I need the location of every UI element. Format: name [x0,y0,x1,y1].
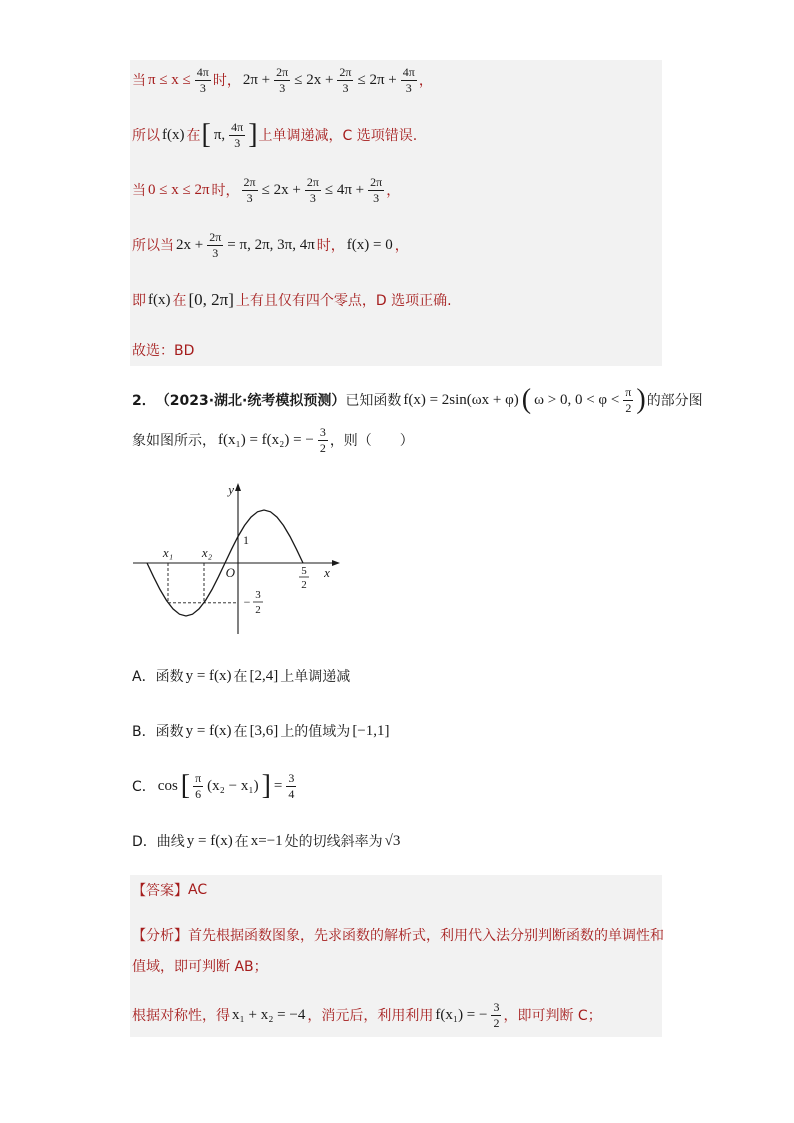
fraction [286,772,296,801]
min-label-denominator: 2 [255,604,261,616]
origin-label: O [225,565,235,580]
math-expression: f(x₁) = − [435,1006,488,1023]
solution-line-6 [132,330,194,370]
option-text: 处的切线斜率为 [284,834,383,850]
option-label: B． [132,724,156,740]
analysis-text: ，消元后，利用利用 [307,1008,434,1024]
math-expression: f(x) [162,126,185,143]
solution-line-5 [132,280,452,320]
solution-line-1 [132,60,433,100]
fraction [337,66,353,95]
math-expression: = [273,777,283,794]
fraction-denominator: 3 [212,245,219,260]
solution-text: 所以当 [132,238,174,254]
option-text: 函数 [155,669,184,685]
math-expression: 0 ≤ x ≤ 2π [148,181,210,198]
math-expression: y = f(x) [185,722,232,739]
question-source: （2023·湖北·统考模拟预测） [155,393,346,409]
option-text: 在 [234,834,249,850]
min-label-sign: − [243,595,251,609]
solution-text: 当 [132,183,146,199]
fraction [229,121,245,150]
option-text: 上单调递减 [280,669,351,685]
fraction-numerator: 4π [231,119,244,134]
math-expression: [3,6] [249,722,279,739]
option-a[interactable] [132,656,350,696]
option-c[interactable] [132,766,298,806]
y-axis-arrow [235,483,241,491]
analysis-text: 根据对称性，得 [132,1008,230,1024]
analysis-text: 首先根据函数图象，先求函数的解析式，利用代入法分别判断函数的单调性和 [188,928,664,944]
question-text: 的部分图 [646,393,703,409]
fraction [401,66,417,95]
solution-text: 在 [186,128,201,144]
fraction-denominator: 3 [405,80,412,95]
fraction-numerator: 2π [306,174,319,189]
solution-text: ， [418,73,433,89]
option-d[interactable] [132,821,402,861]
solution-text: 上单调递减，C 选项错误. [258,128,418,144]
x1-label: x₁ [162,545,174,560]
fraction-denominator: 4 [288,786,295,801]
math-expression: y = f(x) [185,667,232,684]
math-expression: f(x) [148,291,171,308]
function-graph [128,478,344,640]
fraction [623,386,633,415]
answer-line [132,870,207,910]
option-label: A． [132,669,156,685]
fraction-numerator: 3 [319,424,326,439]
math-expression: π, [213,126,226,143]
option-text: 曲线 [156,834,185,850]
fraction [368,176,384,205]
analysis-line-3 [132,995,602,1035]
question-number: 2． [132,393,156,409]
y-tick-label: 1 [243,533,249,547]
zero-label-denominator: 2 [301,579,307,591]
fraction-numerator: 2π [339,64,352,79]
solution-text: 在 [172,293,187,309]
fraction [193,772,203,801]
math-expression: f(x₁) = f(x₂) = − [218,431,314,448]
solution-text: ， [394,238,409,254]
math-expression: [0, 2π] [188,290,234,309]
math-expression: = π, 2π, 3π, 4π [227,236,315,253]
option-text: 上的值域为 [280,724,351,740]
solution-line-2 [132,115,417,155]
fraction [207,231,223,260]
fraction-denominator: 3 [234,135,241,150]
fraction-numerator: 2π [243,174,256,189]
option-label: D． [132,834,157,850]
option-text: 在 [233,724,248,740]
math-expression: y = f(x) [186,832,233,849]
fraction-numerator: 3 [493,999,500,1014]
option-b[interactable] [132,711,392,751]
solution-background [130,60,662,366]
math-expression: ≤ 2π + [357,71,397,88]
y-axis-label: y [228,482,234,497]
fraction-numerator: 4π [196,64,209,79]
math-expression: [2,4] [249,667,279,684]
math-expression: √3 [384,832,401,849]
close-paren: ) [636,384,646,415]
open-bracket: [ [180,770,191,801]
fraction-denominator: 3 [373,190,380,205]
question-text: 已知函数 [345,393,402,409]
solution-line-4 [132,225,409,265]
fraction-numerator: 2π [370,174,383,189]
fraction-numerator: π [195,770,202,785]
fraction-denominator: 6 [195,786,202,801]
fraction-numerator: π [625,384,632,399]
question-stem-line-1 [132,380,703,420]
solution-text: 即 [132,293,146,309]
math-expression: [−1,1] [352,722,390,739]
final-choice: 故选：BD [132,343,195,359]
math-expression: ≤ 4π + [324,181,365,198]
fraction-denominator: 2 [493,1015,500,1030]
fraction [242,176,258,205]
solution-line-3 [132,170,400,210]
zero-label-numerator: 5 [301,565,307,577]
x2-label: x₂ [201,545,213,560]
solution-text: 所以 [132,128,160,144]
math-expression: ω > 0, 0 < φ < [534,391,620,408]
analysis-tag: 【分析】 [132,928,188,944]
solution-text: 时， [316,238,345,254]
open-bracket: [ [201,119,211,150]
solution-text: 上有且仅有四个零点，D 选项正确. [235,293,452,309]
analysis-text: ，即可判断 C； [503,1008,602,1024]
fraction-denominator: 3 [199,80,206,95]
fraction [305,176,321,205]
question-text: ，则（ ） [329,433,414,449]
x-axis-label: x [324,565,330,580]
fraction-denominator: 3 [246,190,253,205]
close-bracket: ] [248,119,258,150]
open-paren: ( [521,384,532,415]
option-text: 在 [233,669,248,685]
fraction-denominator: 2 [319,440,326,455]
fraction-numerator: 2π [276,64,289,79]
fraction [195,66,211,95]
math-expression: f(x) = 0 [346,236,393,253]
math-expression: cos [157,777,178,794]
fraction-numerator: 2π [209,229,222,244]
math-expression: π ≤ x ≤ [148,71,191,88]
min-label-numerator: 3 [255,589,261,601]
fraction-numerator: 3 [288,770,295,785]
math-expression: 2x + [176,236,204,253]
math-expression: 2π + [242,71,271,88]
option-label: C． [132,779,156,795]
fraction-denominator: 3 [279,80,286,95]
math-expression: (x₂ − x₁) [207,777,259,794]
analysis-text: 值域，即可判断 AB； [132,959,268,975]
math-expression: x=−1 [250,832,283,849]
question-text: 象如图所示， [132,433,216,449]
fraction-numerator: 4π [402,64,415,79]
close-bracket: ] [261,770,271,801]
math-expression: ≤ 2x + [294,71,334,88]
math-expression: f(x) = 2sin(ωx + φ) [403,391,519,408]
answer-tag: 【答案】 [132,883,188,899]
fraction-denominator: 3 [342,80,349,95]
solution-text: 当 [132,73,146,89]
math-expression: x₁ + x₂ = −4 [232,1006,306,1023]
option-text: 函数 [155,724,184,740]
question-stem-line-2 [132,420,414,460]
fraction-denominator: 2 [625,400,632,415]
fraction [491,1001,501,1030]
solution-text: 时， [212,73,241,89]
solution-text: ， [386,183,401,199]
analysis-line-2 [132,946,268,986]
fraction [318,426,328,455]
math-expression: ≤ 2x + [261,181,301,198]
fraction [274,66,290,95]
x-axis-arrow [332,560,340,566]
solution-text: 时， [211,183,240,199]
fraction-denominator: 3 [309,190,316,205]
answer-value: AC [188,882,208,898]
